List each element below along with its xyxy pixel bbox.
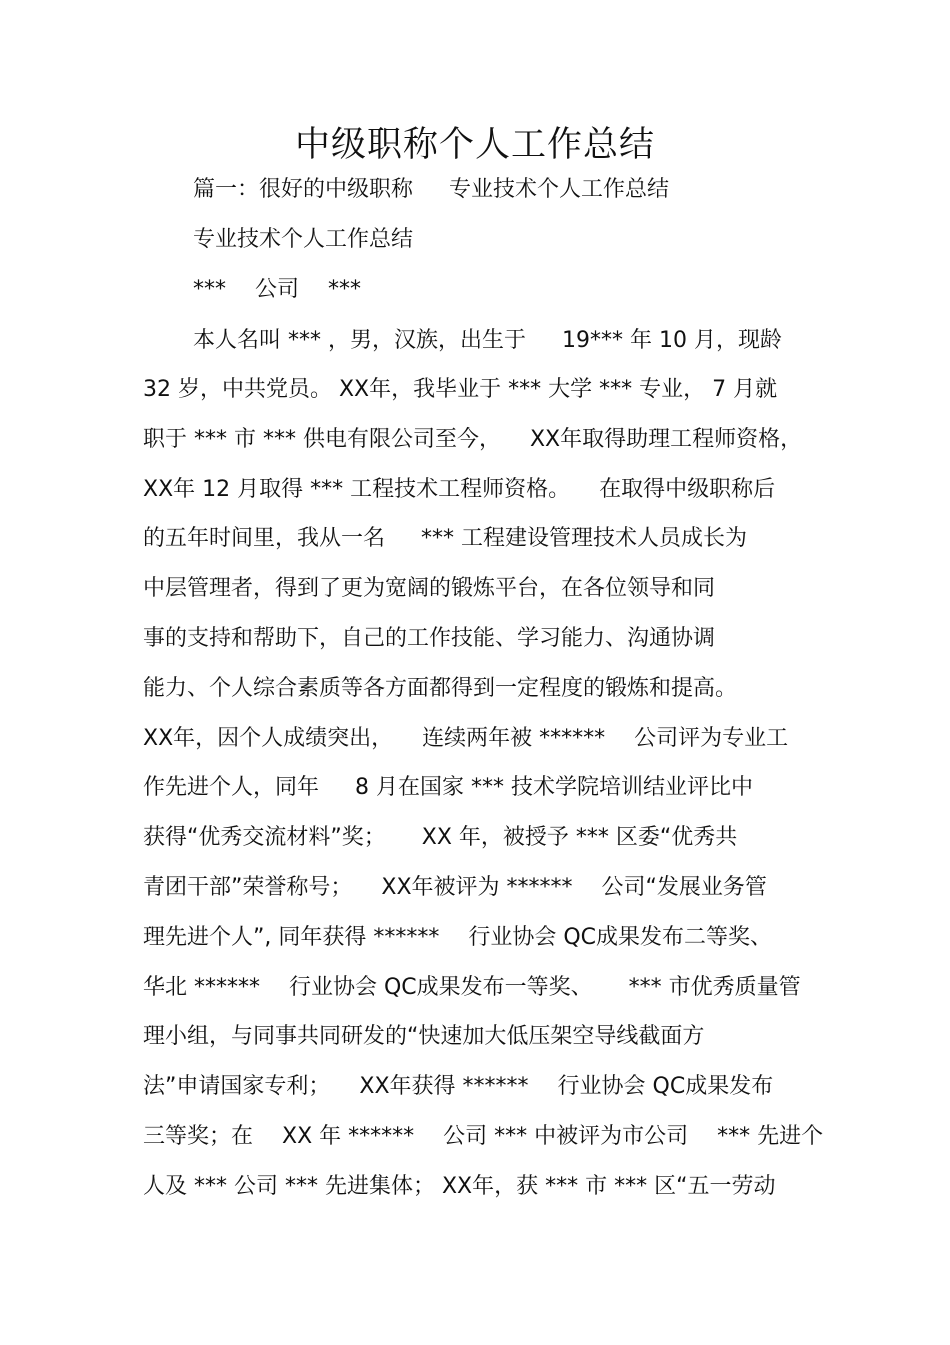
paragraph-line: 华北 ****** 行业协会 QC成果发布一等奖、 *** 市优秀质量管 bbox=[143, 975, 801, 1000]
paragraph-line: 的五年时间里，我从一名 *** 工程建设管理技术人员成长为 bbox=[143, 526, 747, 551]
paragraph-line: 中层管理者，得到了更为宽阔的锻炼平台，在各位领导和同 bbox=[143, 576, 716, 601]
paragraph-line: 三等奖；在 XX 年 ****** 公司 *** 中被评为市公司 *** 先进个 bbox=[143, 1124, 824, 1149]
document-title: 中级职称个人工作总结 bbox=[294, 125, 655, 165]
paragraph-line: 职于 *** 市 *** 供电有限公司至今， XX年取得助理工程师资格， bbox=[143, 427, 803, 452]
paragraph-line: 能力、个人综合素质等各方面都得到一定程度的锻炼和提高。 bbox=[143, 676, 738, 701]
paragraph-line: 本人名叫 *** ，男，汉族，出生于 19*** 年 10 月，现龄 bbox=[193, 328, 782, 353]
paragraph-line: 理小组，与同事共同研发的“快速加大低压架空导线截面方 bbox=[143, 1024, 705, 1049]
paragraph-line: 事的支持和帮助下，自己的工作技能、学习能力、沟通协调 bbox=[143, 626, 716, 651]
paragraph-line: 作先进个人，同年 8 月在国家 *** 技术学院培训结业评比中 bbox=[143, 775, 753, 800]
paragraph-line: 人及 *** 公司 *** 先进集体； XX年，获 *** 市 *** 区“五一劳动 bbox=[143, 1174, 776, 1199]
section-heading: 专业技术个人工作总结 bbox=[193, 227, 414, 252]
paragraph-line: 32 岁，中共党员。 XX年，我毕业于 *** 大学 *** 专业， 7 月就 bbox=[143, 377, 778, 402]
company-line: *** 公司 *** bbox=[193, 277, 361, 302]
paragraph-line: XX年，因个人成绩突出， 连续两年被 ****** 公司评为专业工 bbox=[143, 726, 789, 751]
paragraph-line: 青团干部”荣誉称号； XX年被评为 ****** 公司“发展业务管 bbox=[143, 875, 767, 900]
paragraph-line: XX年 12 月取得 *** 工程技术工程师资格。 在取得中级职称后 bbox=[143, 477, 776, 502]
paragraph-line: 法”申请国家专利； XX年获得 ****** 行业协会 QC成果发布 bbox=[143, 1074, 774, 1099]
paragraph-line: 理先进个人”, 同年获得 ****** 行业协会 QC成果发布二等奖、 bbox=[143, 925, 773, 950]
subtitle: 篇一：很好的中级职称 专业技术个人工作总结 bbox=[193, 177, 669, 202]
paragraph-line: 获得“优秀交流材料”奖； XX 年，被授予 *** 区委“优秀共 bbox=[143, 825, 738, 850]
